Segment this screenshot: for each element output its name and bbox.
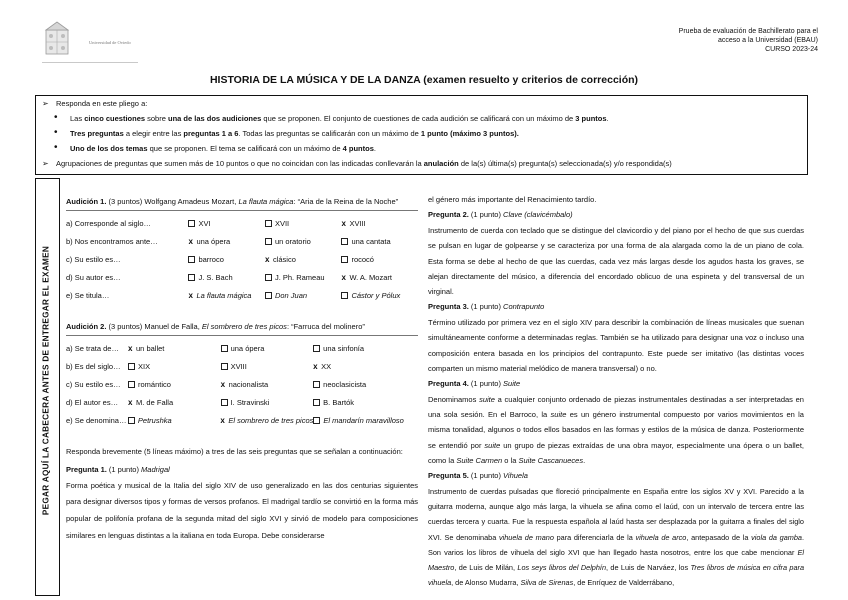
- checked-option[interactable]: [128, 398, 221, 407]
- x-mark-icon: x: [188, 236, 193, 246]
- option-label: clásico: [272, 254, 296, 264]
- checked-option[interactable]: [188, 237, 265, 246]
- question-row: [66, 214, 418, 232]
- x-mark-icon: x: [264, 254, 270, 264]
- x-mark-icon: x: [220, 415, 225, 425]
- checkbox-icon: [221, 345, 228, 352]
- checkbox-icon: [221, 399, 228, 406]
- option-label: XVIII: [349, 218, 366, 228]
- option-label: XVI: [198, 218, 211, 228]
- preguntas-right: [428, 192, 804, 590]
- header-rule: [42, 62, 138, 63]
- unchecked-option[interactable]: [341, 291, 418, 300]
- unchecked-option[interactable]: [188, 255, 265, 264]
- question-label: d) Su autor es…: [66, 272, 121, 282]
- unchecked-option[interactable]: [265, 219, 342, 228]
- university-logo: [42, 20, 137, 62]
- side-label: PEGAR AQUÍ LA CABECERA ANTES DE ENTREGAR EL EXAMEN: [41, 245, 51, 516]
- exam-header-info: [618, 27, 818, 54]
- option-label: XIX: [138, 361, 151, 371]
- question-row: [66, 339, 418, 357]
- question-row: [66, 357, 418, 375]
- checkbox-icon: [128, 417, 135, 424]
- checked-option[interactable]: [341, 219, 418, 228]
- checked-option[interactable]: [341, 273, 418, 282]
- divider: [66, 210, 418, 211]
- question-row: [66, 268, 418, 286]
- preguntas-left: [66, 444, 418, 545]
- option-label: XX: [321, 361, 332, 371]
- instruction-subitem: [42, 113, 801, 128]
- option-label: una cantata: [351, 236, 391, 246]
- checkbox-icon: [313, 381, 320, 388]
- option-label: un ballet: [136, 343, 165, 353]
- unchecked-option[interactable]: [313, 398, 418, 407]
- unchecked-option[interactable]: [313, 344, 418, 353]
- question-row: [66, 411, 418, 429]
- checkbox-icon: [128, 381, 135, 388]
- header-paste-area: [35, 178, 60, 596]
- option-label: J. Ph. Rameau: [274, 272, 325, 282]
- option-label: El mandarín maravilloso: [323, 415, 404, 425]
- pregunta-5-text: Instrumento de cuerdas pulsadas que floreció principalmente en España entre los siglos XV y XVI. Parecido a la guitarra moderna, aunque algo más larga, la vihuela se afina como el laúd, con un intervalo de tercera entre las cuerdas tercera y cuarta. Fue la respuesta española al laúd hasta ser desplazada por la guitarra a finales del siglo XVI. Se denominaba vihuela de mano para diferenciarla de la vihuela de arco, antepasado de la viola da gamba. Son varios los libros de vihuela del siglo XVI que han llegado hasta nosotros, entre los que cabe mencionar El Maestro, de Luis de Milán, Los seys libros del Delphín, de Luis de Narváez, los Tres libros de música en cifra para vihuela, de Alonso Mudarra, Silva de Sirenas, de Enríquez de Valderrábano,: [428, 487, 805, 588]
- checkbox-icon: [341, 292, 348, 299]
- pregunta-2-heading: Pregunta 2. (1 punto) Clave (clavicémbalo): [428, 210, 573, 220]
- instruction-subitem: [42, 128, 801, 143]
- option-label: El sombrero de tres picos: [228, 415, 314, 425]
- dot-bullet-icon: •: [54, 127, 58, 138]
- option-label: B. Bartók: [323, 397, 355, 407]
- option-label: una ópera: [196, 236, 231, 246]
- pregunta-3-heading: Pregunta 3. (1 punto) Contrapunto: [428, 302, 545, 312]
- arrow-bullet-icon: ➢: [42, 159, 49, 168]
- unchecked-option[interactable]: [221, 362, 314, 371]
- instruction-text: Tres preguntas a elegir entre las preguntas 1 a 6. Todas las preguntas se calificarán con un máximo de 1 punto (máximo 3 puntos).: [70, 129, 519, 138]
- question-row: [66, 286, 418, 304]
- option-label: XVIII: [230, 361, 247, 371]
- instruction-text: Uno de los dos temas que se proponen. El tema se calificará con un máximo de 4 puntos.: [70, 144, 376, 153]
- x-mark-icon: x: [188, 290, 193, 300]
- instruction-text: Responda en este pliego a:: [56, 99, 148, 108]
- audicion-2-questions: [66, 339, 418, 429]
- question-row: [66, 250, 418, 268]
- question-label: a) Se trata de…: [66, 343, 119, 353]
- header-line: CURSO 2023-24: [765, 46, 818, 53]
- unchecked-option[interactable]: [341, 255, 418, 264]
- unchecked-option[interactable]: [128, 380, 221, 389]
- option-label: neoclasicista: [323, 379, 367, 389]
- instruction-item: [42, 158, 801, 173]
- checkbox-icon: [341, 256, 348, 263]
- option-label: nacionalista: [228, 379, 269, 389]
- checkbox-icon: [188, 274, 195, 281]
- page-title: HISTORIA DE LA MÚSICA Y DE LA DANZA (examen resuelto y criterios de corrección): [209, 74, 639, 86]
- question-row: [66, 232, 418, 250]
- checkbox-icon: [265, 238, 272, 245]
- checkbox-icon: [313, 417, 320, 424]
- x-mark-icon: x: [128, 343, 133, 353]
- answer-intro: Responda brevemente (5 líneas máximo) a tres de las seis preguntas que se señalan a continuación:: [66, 447, 403, 456]
- option-label: Petrushka: [137, 415, 172, 425]
- audicion-1-questions: [66, 214, 418, 304]
- question-label: b) Nos encontramos ante…: [66, 236, 158, 246]
- unchecked-option[interactable]: [128, 416, 220, 425]
- dot-bullet-icon: •: [54, 142, 58, 153]
- question-row: [66, 393, 418, 411]
- arrow-bullet-icon: ➢: [42, 99, 49, 108]
- checkbox-icon: [188, 220, 195, 227]
- header-line: Prueba de evaluación de Bachillerato para el: [678, 28, 818, 35]
- option-label: Cástor y Pólux: [351, 290, 401, 300]
- checkbox-icon: [128, 363, 135, 370]
- pregunta-2-text: Instrumento de cuerda con teclado que se distingue del clavicordio y del piano por el hecho de que sus cuerdas se pulsan en lugar de golpearse y se caracteriza por una forma de ala alargada como la de un piano de cola. Esta forma se debe al hecho de que las cuerdas, cada vez más largas desde los agudos hasta los graves, se alejan directamente del músico, a diferencia del encordado oblicuo de una espineta y del transversal de un virginal.: [428, 226, 804, 297]
- pregunta-1-text: Forma poética y musical de la Italia del siglo XIV de uso generalizado en las dos centurias siguientes para designar diversos tipos y formas de versos profanos. El madrigal tardío se convirtió en la forma más popular de polifonía profana de la segunda mitad del siglo XVI y sirvió de modelo para composiciones similares en lenguas distintas a la italiana en toda Europa. Debe considerarse: [66, 480, 418, 540]
- unchecked-option[interactable]: [188, 219, 265, 228]
- option-label: I. Stravinski: [230, 397, 270, 407]
- unchecked-option[interactable]: [265, 273, 342, 282]
- divider: [66, 335, 418, 336]
- checkbox-icon: [265, 274, 272, 281]
- question-label: c) Su estilo es…: [66, 254, 121, 264]
- question-label: e) Se titula…: [66, 290, 110, 300]
- audicion-2-title: Audición 2. (3 puntos) Manuel de Falla, El sombrero de tres picos: “Farruca del molinero”: [66, 322, 365, 331]
- header-line: acceso a la Universidad (EBAU): [718, 37, 818, 44]
- option-label: W. A. Mozart: [349, 272, 392, 282]
- option-label: romántico: [138, 379, 171, 389]
- checked-option[interactable]: [221, 380, 314, 389]
- x-mark-icon: x: [341, 218, 346, 228]
- option-label: una sinfonía: [323, 343, 365, 353]
- question-label: a) Corresponde al siglo…: [66, 218, 152, 228]
- pregunta-4-text: Denominamos suite a cualquier conjunto ordenado de piezas instrumentales destinadas a ser interpretadas en una sola sesión. En el Barroco, la suite es un género instrumental compuesto por varios movimientos en la misma tonalidad, algunos o todos ellos basados en las formas y estilos de la música de danza. Posteriormente se entendió por suite un grupo de piezas extraídas de una obra mayor, especialmente una ópera o un ballet, como la Suite Carmen o la Suite Cascanueces.: [428, 395, 804, 465]
- unchecked-option[interactable]: [128, 362, 221, 371]
- unchecked-option[interactable]: [221, 398, 314, 407]
- unchecked-option[interactable]: [265, 237, 342, 246]
- x-mark-icon: x: [313, 361, 318, 371]
- option-label: XVII: [274, 218, 290, 228]
- pregunta-1-heading: Pregunta 1. (1 punto) Madrigal: [66, 464, 170, 474]
- option-label: La flauta mágica: [196, 290, 252, 300]
- pregunta-5-heading: Pregunta 5. (1 punto) Vihuela: [428, 471, 528, 481]
- instructions-box: [35, 95, 808, 175]
- unchecked-option[interactable]: [313, 380, 418, 389]
- audicion-1-title: Audición 1. (3 puntos) Wolfgang Amadeus Mozart, La flauta mágica: “Aria de la Reina de la Noche”: [66, 197, 399, 206]
- question-label: b) Es del siglo…: [66, 361, 121, 371]
- instruction-subitem: [42, 143, 801, 158]
- instruction-item: [42, 98, 801, 113]
- checked-option[interactable]: [265, 255, 342, 264]
- university-name: Universidad de Oviedo: [89, 40, 131, 45]
- checkbox-icon: [265, 220, 272, 227]
- instruction-text: Agrupaciones de preguntas que sumen más de 10 puntos o que no coincidan con las indicadas conllevarán la anulación de la(s) última(s) pregunta(s) seleccionada(s) y/o respondida(s): [56, 159, 672, 168]
- unchecked-option[interactable]: [341, 237, 418, 246]
- instruction-text: Las cinco cuestiones sobre una de las dos audiciones que se proponen. El conjunto de cuestiones de cada audición se calificará con un máximo de 3 puntos.: [70, 114, 609, 123]
- option-label: barroco: [198, 254, 224, 264]
- option-label: un oratorio: [274, 236, 311, 246]
- option-label: Don Juan: [274, 290, 308, 300]
- question-label: d) El autor es…: [66, 397, 119, 407]
- option-label: rococó: [351, 254, 374, 264]
- question-label: c) Su estilo es…: [66, 379, 121, 389]
- checkbox-icon: [188, 256, 195, 263]
- x-mark-icon: x: [220, 379, 226, 389]
- unchecked-option[interactable]: [221, 344, 314, 353]
- option-label: M. de Falla: [136, 397, 174, 407]
- x-mark-icon: x: [341, 272, 346, 282]
- checkbox-icon: [313, 399, 320, 406]
- pregunta-3-text: Término utilizado por primera vez en el siglo XIV para describir la combinación de líneas musicales que suenan simultáneamente conforme a determinadas reglas. También se ha utilizado para designar una voz o incluso una composición entera basada en los principios del contrapunto. Este puede ser imitativo (las distintas voces comparten un mismo material melódico de manera transversal) o no.: [428, 318, 804, 373]
- x-mark-icon: x: [128, 397, 133, 407]
- checked-option[interactable]: [128, 344, 221, 353]
- checked-option[interactable]: [313, 362, 418, 371]
- unchecked-option[interactable]: [188, 273, 265, 282]
- audicion-2-section: [66, 320, 418, 429]
- pregunta-4-heading: Pregunta 4. (1 punto) Suite: [428, 379, 521, 389]
- checked-option[interactable]: [188, 291, 265, 300]
- unchecked-option[interactable]: [313, 416, 418, 425]
- pregunta-1-continuation: el género más importante del Renacimiento tardío.: [428, 195, 597, 204]
- audicion-1-section: [66, 195, 418, 304]
- checkbox-icon: [313, 345, 320, 352]
- checkbox-icon: [265, 292, 272, 299]
- question-label: e) Se denomina…: [66, 415, 127, 425]
- checkbox-icon: [341, 238, 348, 245]
- question-row: [66, 375, 418, 393]
- option-label: J. S. Bach: [198, 272, 233, 282]
- checkbox-icon: [221, 363, 228, 370]
- checked-option[interactable]: [220, 416, 313, 425]
- dot-bullet-icon: •: [54, 112, 58, 123]
- option-label: una ópera: [230, 343, 265, 353]
- unchecked-option[interactable]: [265, 291, 342, 300]
